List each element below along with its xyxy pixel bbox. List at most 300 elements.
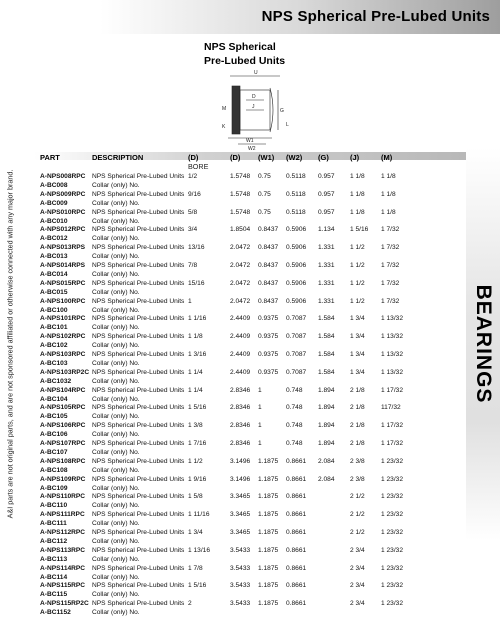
collar-description: Collar (only) No. [92, 271, 140, 278]
j-value: 1 1/2 [350, 279, 365, 287]
part-number: A-NPS111RPC [40, 511, 85, 519]
collar-description: Collar (only) No. [92, 609, 140, 617]
description: NPS Spherical Pre-Lubed Units [92, 529, 185, 536]
g-value: 0.957 [318, 208, 335, 216]
bore-value: 5/8 [188, 208, 198, 216]
m-value: 1 17/32 [381, 386, 403, 394]
collar-description: Collar (only) No. [92, 360, 140, 367]
part-number: A-NPS105RPC [40, 404, 86, 412]
diagram-title-line2: Pre-Lubed Units [204, 55, 286, 67]
d-value: 3.3465 [230, 493, 251, 501]
j-value: 2 1/8 [350, 404, 365, 412]
g-value: 1.134 [318, 226, 335, 234]
table-row [0, 190, 466, 208]
collar-description: Collar (only) No. [92, 591, 140, 599]
bore-value: 1 7/8 [188, 564, 203, 572]
j-value: 1 3/4 [350, 351, 365, 358]
w2-value: 0.748 [286, 422, 303, 430]
g-value: 1.894 [318, 422, 335, 430]
description: NPS Spherical Pre-Lubed Units [92, 244, 185, 252]
table-row [0, 457, 466, 475]
j-value: 2 3/4 [350, 546, 365, 554]
part-number: A-NPS108RPC [40, 457, 86, 465]
part-number: A-NPS107RPC [40, 440, 86, 447]
d-value: 2.8346 [230, 386, 251, 394]
label-k: K [222, 124, 226, 130]
description: NPS Spherical Pre-Lubed Units [92, 226, 185, 234]
m-value: 1 13/32 [381, 368, 403, 376]
collar-part-number: A-BC113 [40, 555, 68, 563]
w1-value: 1 [258, 440, 262, 447]
description: NPS Spherical Pre-Lubed Units [92, 262, 185, 269]
w2-value: 0.7087 [286, 368, 307, 376]
description: NPS Spherical Pre-Lubed Units [92, 475, 185, 483]
collar-part-number: A-BC1152 [40, 609, 71, 617]
description: NPS Spherical Pre-Lubed Units [92, 422, 185, 430]
table-row [0, 528, 466, 546]
bore-value: 1 7/16 [188, 440, 207, 447]
bore-value: 1 13/16 [188, 546, 210, 554]
collar-description: Collar (only) No. [92, 431, 140, 439]
m-value: 1 7/32 [381, 297, 400, 305]
collar-description: Collar (only) No. [92, 573, 140, 581]
bore-value: 1 3/4 [188, 529, 203, 536]
table-row [0, 510, 466, 528]
j-value: 1 3/4 [350, 333, 365, 341]
m-value: 1 23/32 [381, 457, 403, 465]
collar-description: Collar (only) No. [92, 377, 140, 385]
w2-value: 0.5906 [286, 226, 307, 234]
collar-description: Collar (only) No. [92, 199, 140, 207]
part-number: A-NPS008RPC [40, 173, 86, 180]
w2-value: 0.748 [286, 440, 303, 447]
col-header-m: (M) [381, 153, 393, 162]
label-d: D [252, 94, 256, 100]
g-value: 1.894 [318, 404, 335, 412]
description: NPS Spherical Pre-Lubed Units [92, 190, 185, 198]
part-number: A-NPS100RPC [40, 297, 86, 305]
description: NPS Spherical Pre-Lubed Units [92, 279, 185, 287]
part-number: A-NPS106RPC [40, 422, 86, 430]
w2-value: 0.8661 [286, 600, 307, 608]
description: NPS Spherical Pre-Lubed Units [92, 440, 185, 447]
d-value: 1.8504 [230, 226, 251, 234]
bore-value: 1 1/4 [188, 368, 203, 376]
table-row [0, 403, 466, 421]
table-row [0, 421, 466, 439]
m-value: 1 13/32 [381, 315, 403, 323]
part-number: A-NPS103RP2C [40, 368, 90, 376]
col-header-description: DESCRIPTION [92, 153, 144, 162]
w2-value: 0.5906 [286, 244, 307, 252]
w1-value: 1.1875 [258, 475, 279, 483]
part-number: A-NPS103RPC [40, 351, 86, 358]
j-value: 2 3/4 [350, 600, 365, 608]
col-header-d: (D) [230, 153, 241, 162]
page-title: NPS Spherical Pre-Lubed Units [261, 8, 490, 25]
description: NPS Spherical Pre-Lubed Units [92, 333, 185, 341]
part-number: A-NPS010RPC [40, 208, 86, 216]
collar-description: Collar (only) No. [92, 413, 140, 421]
w2-value: 0.8661 [286, 564, 307, 572]
disclaimer-text: A&I parts are not original parts, and are not sponsored affiliated or otherwise connected with any major brand. [5, 169, 15, 519]
m-value: 1 17/32 [381, 422, 403, 430]
part-number: A-NPS112RPC [40, 529, 86, 536]
collar-part-number: A-BC103 [40, 360, 68, 367]
j-value: 2 1/8 [350, 386, 365, 394]
label-g: G [280, 108, 284, 114]
m-value: 1 13/32 [381, 351, 403, 358]
g-value: 1.894 [318, 386, 335, 394]
d-value: 3.1496 [230, 475, 251, 483]
table-row [0, 581, 466, 599]
d-value: 1.5748 [230, 208, 251, 216]
description: NPS Spherical Pre-Lubed Units [92, 511, 185, 519]
w1-value: 0.8437 [258, 297, 279, 305]
d-value: 2.0472 [230, 297, 251, 305]
collar-part-number: A-BC101 [40, 324, 68, 332]
w2-value: 0.7087 [286, 315, 307, 323]
part-number: A-NPS009RPC [40, 190, 86, 198]
collar-description: Collar (only) No. [92, 395, 140, 403]
bore-value: 9/16 [188, 190, 201, 198]
w2-value: 0.8661 [286, 457, 307, 465]
m-value: 1 23/32 [381, 564, 403, 572]
part-number: A-NPS012RPC [40, 226, 86, 234]
description: NPS Spherical Pre-Lubed Units [92, 457, 185, 465]
table-row [0, 350, 466, 368]
m-value: 1 7/32 [381, 244, 400, 252]
m-value: 1 23/32 [381, 529, 403, 536]
part-number: A-NPS101RPC [40, 315, 86, 323]
g-value: 1.894 [318, 440, 335, 447]
collar-part-number: A-BC114 [40, 573, 68, 581]
w1-value: 0.75 [258, 190, 271, 198]
table-row [0, 439, 466, 457]
collar-part-number: A-BC100 [40, 306, 68, 314]
table-row [0, 314, 466, 332]
description: NPS Spherical Pre-Lubed Units [92, 173, 185, 180]
bore-value: 1 1/4 [188, 386, 203, 394]
d-value: 2.0472 [230, 279, 251, 287]
w2-value: 0.748 [286, 404, 303, 412]
j-value: 1 1/2 [350, 244, 365, 252]
description: NPS Spherical Pre-Lubed Units [92, 315, 185, 323]
part-number: A-NPS013RPS [40, 244, 86, 252]
table-row [0, 208, 466, 226]
d-value: 3.5433 [230, 546, 251, 554]
w2-value: 0.7087 [286, 333, 307, 341]
g-value: 0.957 [318, 173, 335, 180]
g-value: 1.584 [318, 333, 335, 341]
description: NPS Spherical Pre-Lubed Units [92, 368, 185, 376]
collar-part-number: A-BC107 [40, 449, 68, 456]
collar-part-number: A-BC105 [40, 413, 68, 421]
part-number: A-NPS114RPC [40, 564, 86, 572]
d-value: 2.8346 [230, 404, 251, 412]
g-value: 1.331 [318, 262, 335, 269]
d-value: 1.5748 [230, 190, 251, 198]
table-row [0, 599, 466, 617]
m-value: 1 7/32 [381, 262, 400, 269]
m-value: 1 1/8 [381, 190, 396, 198]
j-value: 1 3/4 [350, 315, 365, 323]
w2-value: 0.8661 [286, 475, 307, 483]
table-row [0, 386, 466, 404]
w1-value: 0.8437 [258, 279, 279, 287]
collar-part-number: A-BC111 [40, 520, 67, 528]
w2-value: 0.5906 [286, 262, 307, 269]
col-header-g: (G) [318, 153, 329, 162]
bore-value: 1 3/16 [188, 351, 207, 358]
d-value: 3.5433 [230, 582, 251, 590]
table-row [0, 261, 466, 279]
col-header-w2: (W2) [286, 153, 303, 162]
collar-description: Collar (only) No. [92, 342, 140, 350]
j-value: 2 1/8 [350, 440, 365, 447]
w1-value: 1 [258, 404, 262, 412]
j-value: 1 1/8 [350, 173, 365, 180]
m-value: 1 23/32 [381, 600, 403, 608]
w2-value: 0.8661 [286, 582, 307, 590]
collar-part-number: A-BC112 [40, 538, 68, 545]
part-number: A-NPS015RPC [40, 279, 86, 287]
collar-part-number: A-BC106 [40, 431, 68, 439]
w1-value: 0.9375 [258, 351, 279, 358]
inner-collar-shape [232, 86, 240, 134]
j-value: 2 1/2 [350, 511, 365, 519]
section-tab [466, 148, 500, 540]
w1-value: 0.8437 [258, 244, 279, 252]
j-value: 2 3/4 [350, 564, 365, 572]
m-value: 1 17/32 [381, 440, 403, 447]
w1-value: 1.1875 [258, 600, 279, 608]
part-number: A-NPS014RPS [40, 262, 86, 269]
bore-value: 1 1/16 [188, 315, 207, 323]
m-value: 1 23/32 [381, 493, 403, 501]
part-number: A-NPS110RPC [40, 493, 86, 501]
w2-value: 0.8661 [286, 546, 307, 554]
collar-description: Collar (only) No. [92, 217, 140, 225]
collar-description: Collar (only) No. [92, 484, 140, 492]
g-value: 2.084 [318, 457, 335, 465]
d-value: 2.8346 [230, 440, 251, 447]
collar-part-number: A-BC109 [40, 484, 68, 492]
d-value: 3.1496 [230, 457, 251, 465]
collar-part-number: A-BC009 [40, 199, 68, 207]
w1-value: 1 [258, 422, 262, 430]
m-value: 117/32 [381, 404, 401, 412]
collar-part-number: A-BC014 [40, 271, 68, 278]
j-value: 1 5/16 [350, 226, 369, 234]
bore-value: 13/16 [188, 244, 205, 252]
w1-value: 0.9375 [258, 333, 279, 341]
w2-value: 0.7087 [286, 351, 307, 358]
collar-part-number: A-BC104 [40, 395, 68, 403]
bore-value: 1 1/8 [188, 333, 203, 341]
collar-description: Collar (only) No. [92, 538, 140, 545]
bore-value: 1 1/2 [188, 457, 203, 465]
collar-part-number: A-BC015 [40, 288, 68, 296]
collar-part-number: A-BC008 [40, 182, 68, 189]
w1-value: 1.1875 [258, 529, 279, 536]
collar-description: Collar (only) No. [92, 288, 140, 296]
bore-value: 1 5/16 [188, 582, 207, 590]
d-value: 2.4409 [230, 368, 251, 376]
description: NPS Spherical Pre-Lubed Units [92, 351, 185, 358]
collar-description: Collar (only) No. [92, 449, 140, 456]
part-number: A-NPS104RPC [40, 386, 86, 394]
w2-value: 0.748 [286, 386, 303, 394]
collar-part-number: A-BC108 [40, 466, 68, 474]
w1-value: 0.75 [258, 208, 271, 216]
g-value: 2.084 [318, 475, 335, 483]
j-value: 2 3/8 [350, 457, 365, 465]
description: NPS Spherical Pre-Lubed Units [92, 582, 185, 590]
collar-description: Collar (only) No. [92, 182, 140, 189]
collar-part-number: A-BC115 [40, 591, 68, 599]
w1-value: 1.1875 [258, 457, 279, 465]
d-value: 2.4409 [230, 351, 251, 358]
w1-value: 1 [258, 386, 262, 394]
m-value: 1 1/8 [381, 208, 396, 216]
d-value: 3.3465 [230, 529, 251, 536]
d-value: 2.0472 [230, 244, 251, 252]
col-header-j: (J) [350, 153, 360, 162]
m-value: 1 7/32 [381, 279, 400, 287]
collar-part-number: A-BC012 [40, 235, 68, 243]
d-value: 2.0472 [230, 262, 251, 269]
w1-value: 0.9375 [258, 368, 279, 376]
w2-value: 0.5906 [286, 279, 307, 287]
j-value: 1 3/4 [350, 368, 365, 376]
collar-part-number: A-BC1032 [40, 377, 72, 385]
g-value: 1.584 [318, 368, 335, 376]
j-value: 2 1/2 [350, 529, 365, 536]
bore-value: 7/8 [188, 262, 198, 269]
w1-value: 1.1875 [258, 564, 279, 572]
j-value: 1 1/2 [350, 262, 365, 269]
collar-description: Collar (only) No. [92, 466, 140, 474]
j-value: 2 1/2 [350, 493, 365, 501]
bore-value: 1 3/8 [188, 422, 203, 430]
label-w1: W1 [246, 138, 254, 144]
col-header-part: PART [40, 153, 60, 162]
col-header-bore: (D) [188, 153, 199, 162]
label-w2: W2 [248, 146, 256, 152]
m-value: 1 7/32 [381, 226, 400, 234]
col-header-w1: (W1) [258, 153, 275, 162]
m-value: 1 13/32 [381, 333, 403, 341]
table-row [0, 475, 466, 493]
collar-part-number: A-BC110 [40, 502, 68, 510]
w1-value: 0.75 [258, 173, 271, 180]
collar-description: Collar (only) No. [92, 253, 140, 261]
w2-value: 0.8661 [286, 493, 307, 501]
w2-value: 0.8661 [286, 529, 307, 536]
w1-value: 0.8437 [258, 262, 279, 269]
table-row [0, 279, 466, 297]
d-value: 2.4409 [230, 315, 251, 323]
bearing-diagram [216, 70, 294, 154]
g-value: 1.331 [318, 279, 335, 287]
bore-value: 2 [188, 600, 192, 608]
w1-value: 1.1875 [258, 511, 279, 519]
bore-value: 1 9/16 [188, 475, 207, 483]
collar-description: Collar (only) No. [92, 555, 140, 563]
j-value: 1 1/8 [350, 190, 365, 198]
label-m: M [222, 106, 227, 112]
w2-value: 0.8661 [286, 511, 307, 519]
w2-value: 0.5118 [286, 173, 306, 180]
j-value: 2 3/8 [350, 475, 365, 483]
collar-description: Collar (only) No. [92, 235, 140, 243]
part-number: A-NPS109RPC [40, 475, 86, 483]
d-value: 3.3465 [230, 511, 251, 519]
w1-value: 1.1875 [258, 546, 279, 554]
g-value: 1.584 [318, 351, 335, 358]
part-number: A-NPS115RP2C [40, 600, 89, 608]
description: NPS Spherical Pre-Lubed Units [92, 493, 185, 501]
table-row [0, 172, 466, 190]
bore-value: 15/16 [188, 279, 205, 287]
part-number: A-NPS102RPC [40, 333, 86, 341]
g-value: 0.957 [318, 190, 335, 198]
table-row [0, 332, 466, 350]
j-value: 1 1/2 [350, 297, 365, 305]
bore-value: 1 5/16 [188, 404, 207, 412]
table-row [0, 368, 466, 386]
part-number: A-NPS115RPC [40, 582, 86, 590]
d-value: 2.8346 [230, 422, 251, 430]
j-value: 1 1/8 [350, 208, 365, 216]
collar-part-number: A-BC010 [40, 217, 68, 225]
table-row [0, 243, 466, 261]
w1-value: 1.1875 [258, 493, 279, 501]
w2-value: 0.5118 [286, 208, 306, 216]
description: NPS Spherical Pre-Lubed Units [92, 546, 185, 554]
w1-value: 0.8437 [258, 226, 279, 234]
description: NPS Spherical Pre-Lubed Units [92, 600, 185, 608]
label-l: L [286, 122, 289, 128]
collar-description: Collar (only) No. [92, 520, 140, 528]
label-j: J [252, 104, 255, 110]
description: NPS Spherical Pre-Lubed Units [92, 564, 185, 572]
header-bar [0, 0, 500, 34]
bore-value: 3/4 [188, 226, 198, 234]
description: NPS Spherical Pre-Lubed Units [92, 404, 185, 412]
g-value: 1.331 [318, 244, 335, 252]
collar-description: Collar (only) No. [92, 502, 140, 510]
part-number: A-NPS113RPC [40, 546, 86, 554]
j-value: 2 1/8 [350, 422, 365, 430]
description: NPS Spherical Pre-Lubed Units [92, 208, 185, 216]
label-u: U [254, 70, 258, 76]
m-value: 1 1/8 [381, 173, 396, 180]
table-row [0, 564, 466, 582]
bore-value: 1 [188, 297, 192, 305]
table-row [0, 225, 466, 243]
description: NPS Spherical Pre-Lubed Units [92, 297, 185, 305]
m-value: 1 23/32 [381, 511, 403, 519]
section-tab-label: BEARINGS [472, 284, 495, 404]
bore-value: 1 5/8 [188, 493, 203, 501]
w2-value: 0.5906 [286, 297, 307, 305]
g-value: 1.584 [318, 315, 335, 323]
w1-value: 0.9375 [258, 315, 279, 323]
bore-label: BORE [188, 162, 209, 171]
m-value: 1 23/32 [381, 546, 403, 554]
